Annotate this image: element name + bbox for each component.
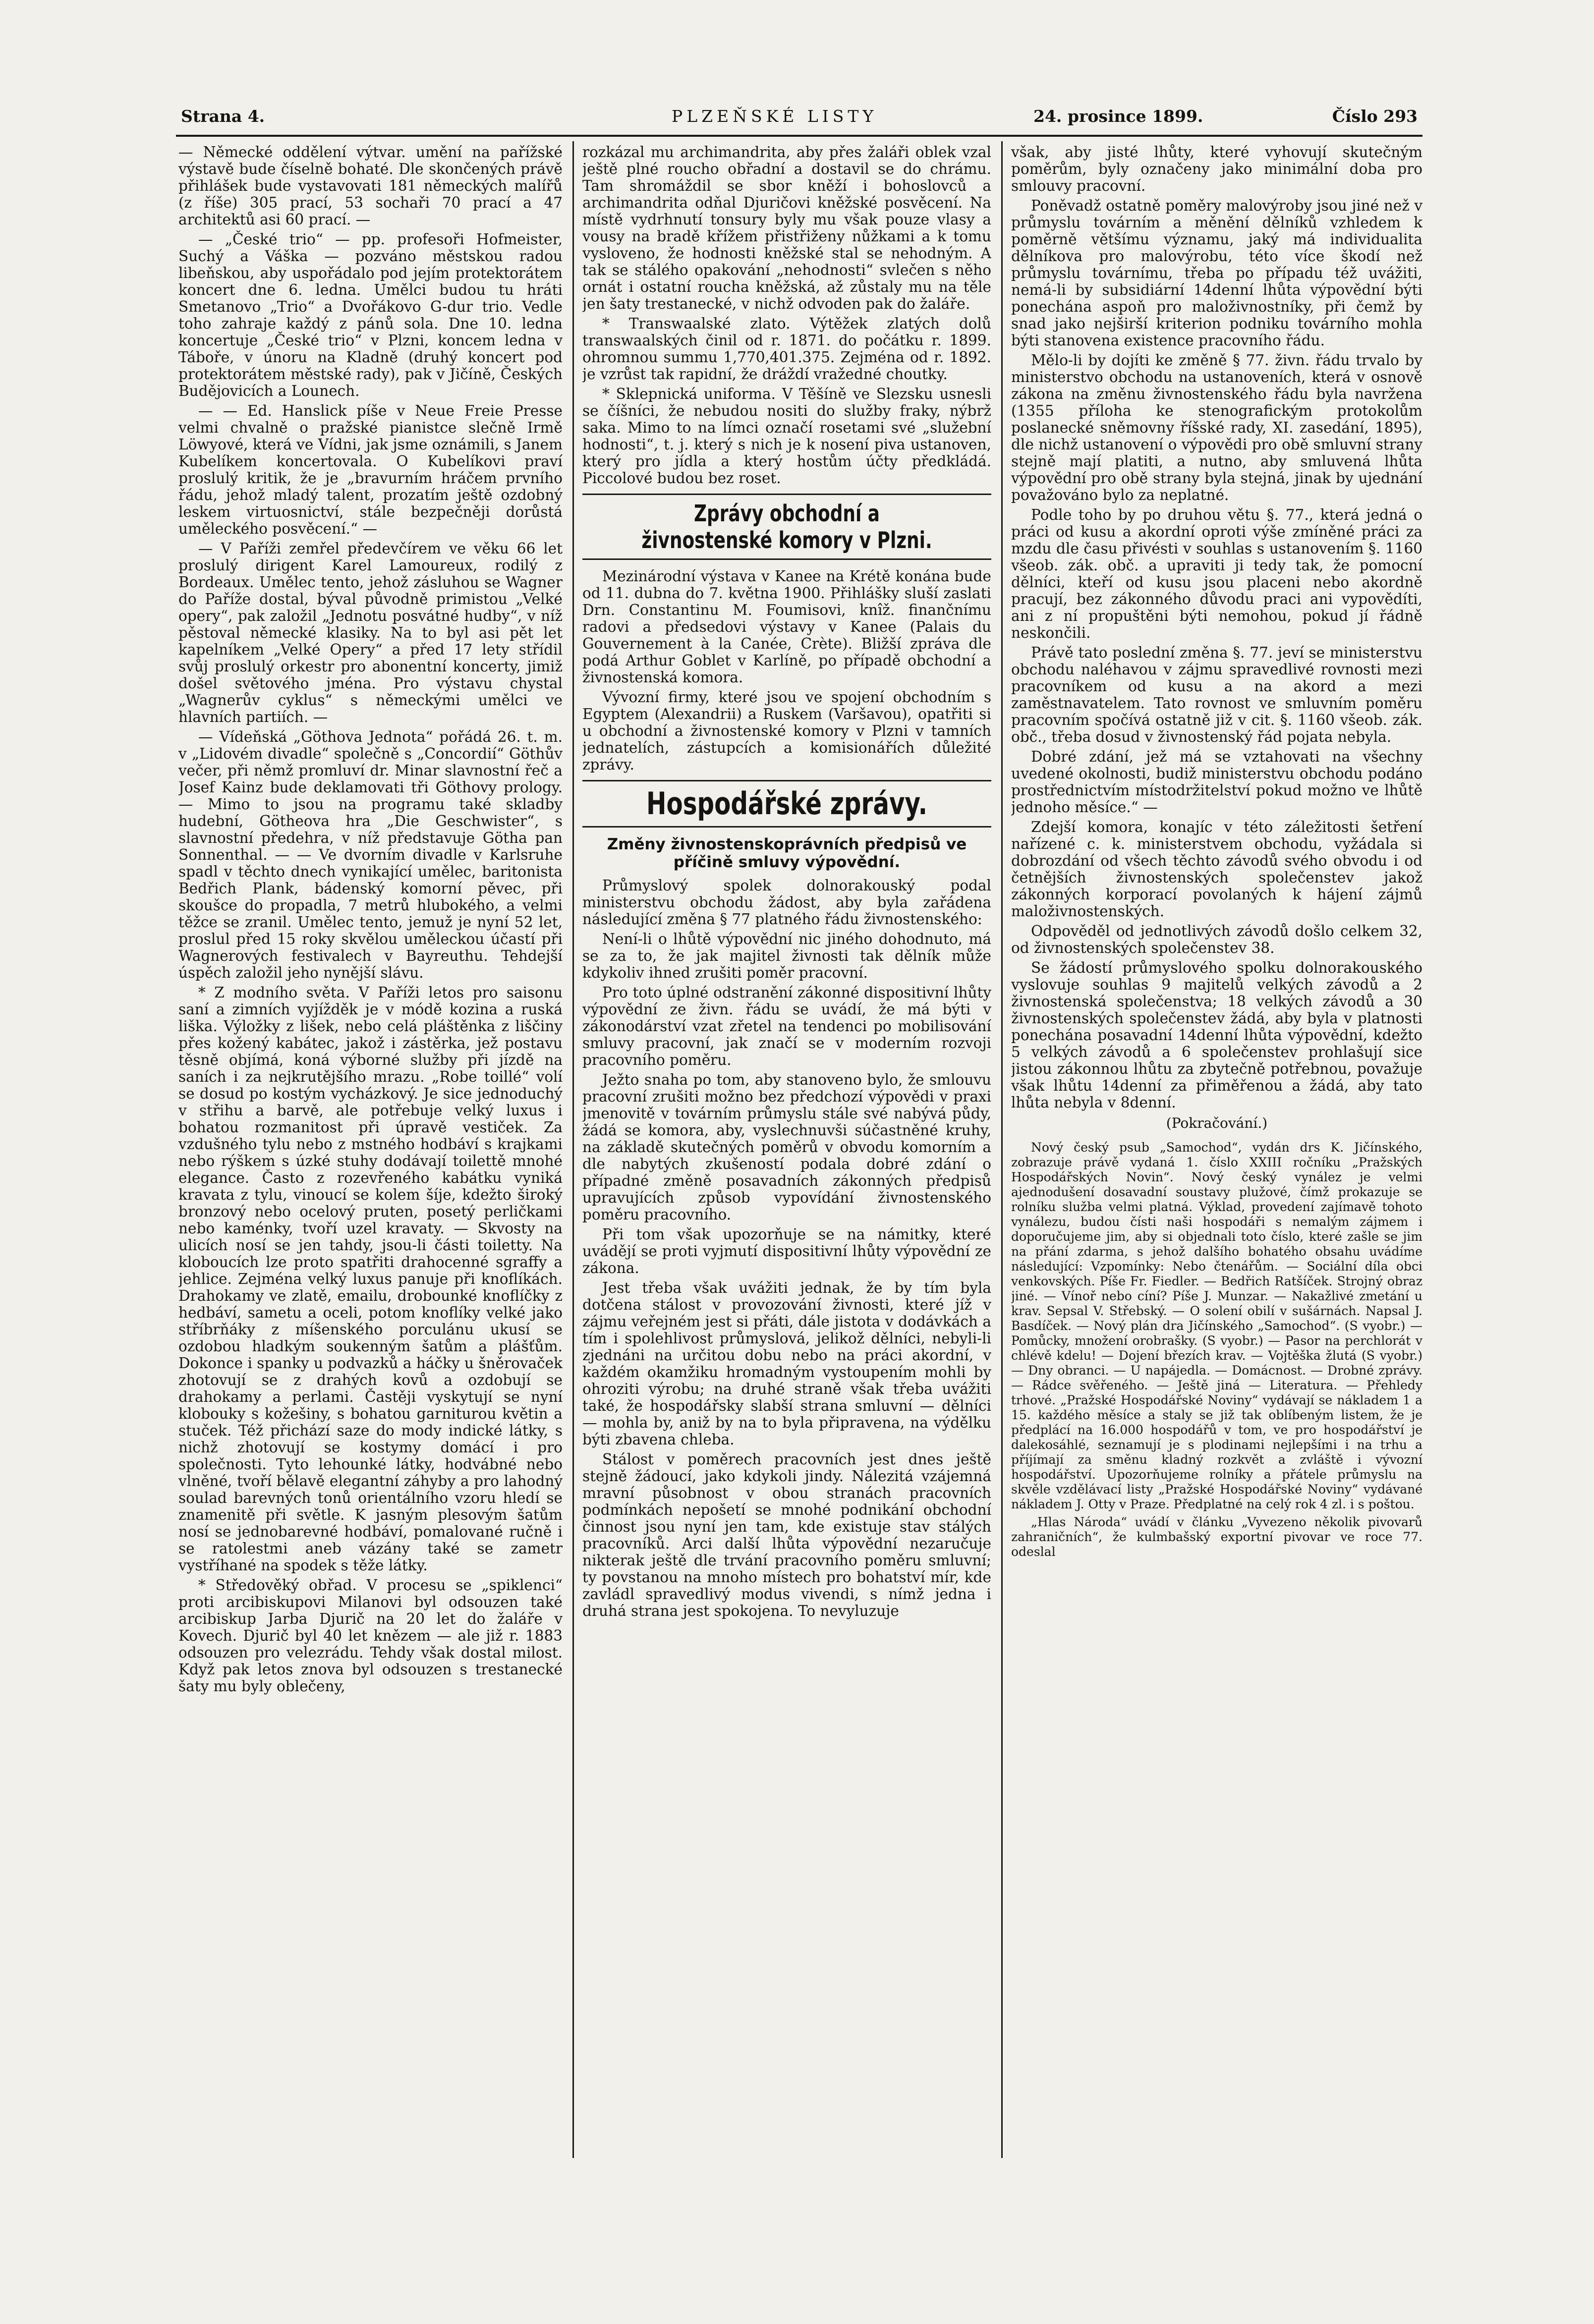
article-paragraph: — V Paříži zemřel předevčírem ve věku 66 let proslulý dirigent Karel Lamoureux, rodilý z Bordeaux. Umělec tento, jehož zásluhou se Wagner do Paříže dostal, býval původně primistou „Velké opery“, pak založil „Jednotu posvátné hudby“, v níž pěstoval německé klasiky. Na to byl asi pět let kapelníkem „Velké Opery“ a před 17 lety střídil svůj proslulý orkestr pro abonentní koncerty, jimiž došel světového jména. Pro výstavu chystal „Wagnerův cyklus“ s německými umělci ve hlavních partiích. —: [178, 540, 563, 725]
article-paragraph: Jest třeba však uvážiti jednak, že by tím byla dotčena stálost v provozování živnosti, které jíž v zájmu veřejném jest si přáti, dále jistota v dodávkách a tím i spolehlivost průmyslová, jelikož dělníci, nebyli-li zjednáni na určitou dobu nebo na práci akordní, v každém okamžiku hromadným vystoupením mohli by ohroziti výrobu; na druhé straně však třeba uvážiti také, že hospodářsky slabší strana smluvní — dělníci — mohla by, aniž by na to byla připravena, na výdělku býti zbavena chleba.: [582, 1279, 991, 1448]
issue-number: Číslo 293: [1332, 107, 1418, 126]
column-1: [178, 144, 563, 2156]
article-paragraph: Ježto snaha po tom, aby stanoveno bylo, že smlouvu pracovní zrušiti možno bez předchozí výpovědi v praxi jmenovitě v továrním průmyslu stále své nabývá půdy, žádá se komora, aby, vyslechnuvši súčastněné kruhy, na základě skutečných poměrů v obvodu komorním a dle nabytých zkušeností podala dobré zdání o případné změně posavadních zákonných předpisů upravujících způsob vypovídání živnostenského poměru pracovního.: [582, 1071, 991, 1223]
article-paragraph: Se žádostí průmyslového spolku dolnorakouského vyslovuje souhlas 9 majitelů velkých závodů a 2 živnostenská společenstva; 18 velkých závodů a 30 živnostenských společenstev žádá, aby byla v platnosti ponechána posavadní 14denní lhůta výpovědní, kdežto 5 velkých závodů a 6 společenstev prohlašují sice jistou zákonnou lhůtu za zbytečně potřebnou, považuje však lhůtu 14denní za přiměřenou a žádá, aby tato lhůta nebyla v 8denní.: [1011, 959, 1423, 1111]
article-paragraph: Stálost v poměrech pracovních jest dnes ještě stejně žádoucí, jako kdykoli jindy. Nálezitá vzájemná mravní působnost v obou stranách pracovních podmínkách nepošetí se mnohé podnikání obchodní činnost jsou nyní jen tam, kde existuje stav stálých pracovníků. Arci další lhůta výpovědní nezaručuje nikterak ještě dle trvání pracovního poměru smluvní; ty povstanou na mnoho místech pro bohatství mír, kde zavládl spravedlivý modus vivendi, s nímž jedna i druhá strana jest spokojena. To nevyluzuje: [582, 1451, 991, 1619]
article-paragraph: Zdejší komora, konajíc v této záležitosti šetření nařízené c. k. ministerstvem obchodu, vyžádala si dobrozdání od všech těchto závodů svého obvodu i od četnějších živnostenských společenstev jakož zákonných korporací povolaných k hájení zájmů maloživnostenských.: [1011, 819, 1423, 920]
column-3: [1011, 144, 1423, 2156]
article-paragraph: * Středověký obřad. V procesu se „spiklenci“ proti arcibiskupovi Milanovi byl odsouzen také arcibiskup Jarba Djurič na 20 let do žaláře v Kovech. Djurič byl 40 let knězem — ale již r. 1883 odsouzen pro velezrádu. Tehdy však dostal milost. Když pak letos znova byl odsouzen s trestanecké šaty mu byly oblečeny,: [178, 1577, 563, 1695]
article-paragraph: * Sklepnická uniforma. V Těšíně ve Slezsku usnesli se číšníci, že nebudou nositi do služby fraky, nýbrž saka. Mimo to na límci označí rosetami své „služební hodnosti“, t. j. který s nich je k nosení piva ustanoven, který pro jídla a který hostům účty předkládá. Piccolové budou bez roset.: [582, 386, 991, 487]
article-paragraph: — Německé oddělení výtvar. umění na pařížské výstavě bude číselně bohaté. Dle skončených právě přihlášek bude vystavovati 181 německých malířů (z říše) 305 prací, 53 sochaři 70 prací a 47 architektů asi 60 prací. —: [178, 144, 563, 228]
newspaper-title: PLZEŇSKÉ LISTY: [672, 107, 878, 126]
article-paragraph: Při tom však upozorňuje se na námitky, které uvádějí se proti vyjmutí dispositivní lhůty výpovědní ze zákona.: [582, 1226, 991, 1276]
article-paragraph: * Z modního světa. V Paříži letos pro saisonu saní a zimních vyjížděk je v módě kozina a ruská liška. Výložky z lišek, nebo celá pláštěnka z liščiny přes kožený kabátec, jakož i zástěrka, jež postavu těsně objímá, koná výborné služby při jízdě na saních i za nejkrutějšího mrazu. „Robe toillé“ volí se dosud po kostým vycházkový. Je sice jednoduchý v střihu a barvě, ale potřebuje velký luxus i bohatou rozmanitost při úpravě vestiček. Za vzdušného tylu nebo z mstného hodbáví s krajkami nebo rýškem s úzké stuhy dodávají toilettě mnohé elegance. Často z rozevřeného kabátku vyniká kravata z tylu, vinoucí se kolem šíje, kdežto široký bronzový nebo ocelový pruten, posetý perličkami nebo kaménky, tvoří uzel kravaty. — Skvosty na ulicích nosí se jen tahdy, jsou-li části toiletty. Na kloboucích lze proto spatřiti drahocenné sgraffy a jehlice. Zejména velký luxus panuje při knoflíkách. Drahokamy ve zlatě, emailu, drobounké knoflíčky z hedbáví, sametu a oceli, potom knoflíky velké jako stříbrňáky z míšenského porculánu ukusí se ozdobou hladkým soukenným šatům a plášťům. Dokonce i spanky u podvazků a háčky u šněrovaček zhotovují se z drahých kovů a ozdobují se drahokamy a perlami. Častěji vyskytují se nyní klobouky s kožešiny, s bohatou garniturou květin a stuček. Též přichází saze do mody indické látky, s nichž zhotovují se kostymy domácí i pro společnosti. Tyto lehounké látky, hodvábné nebo vlněné, tvoří bělavě elegantní záhyby a pro lahodný soulad barevných tonů orientálního vzoru hledí se znamenitě při světle. K jasným plesovým šatům nosí se jednobarevné hodbáví, pomalované ručně i se ratolestmi aneb vázány také se zametr vystříhané na spodek s těže látky.: [178, 984, 563, 1574]
article-paragraph: Odpověděl od jednotlivých závodů došlo celkem 32, od živnostenských společenstev 38.: [1011, 923, 1423, 956]
section-heading-box: [582, 494, 991, 560]
continuation-note: (Pokračování.): [1166, 1115, 1268, 1131]
page-header: [171, 102, 1423, 131]
article-paragraph: však, aby jisté lhůty, které vyhovují skutečným poměrům, byly označeny jako minimální doba pro smlouvy pracovní.: [1011, 144, 1423, 194]
issue-date: 24. prosince 1899.: [1033, 107, 1203, 126]
article-paragraph: Poněvadž ostatně poměry malovýroby jsou jiné než v průmyslu továrním a měnění dělníků vzhledem k poměrně většímu významu, jaký má individualita dělníkova pro malovýrobu, této více škodí než průmyslu továrnímu, třeba po případu též uvážiti, nemá-li by subsidiární 14denní lhůta výpovědní býti ponechána aspoň pro maloživnostníky, při čemž by snad jako nejširší kriterion podniku továrního mohla býti stanovena existence pracovního řádu.: [1011, 197, 1423, 349]
article-paragraph: Dobré zdání, jež má se vztahovati na všechny uvedené okolnosti, budiž ministerstvu obchodu podáno prostřednictvím místodržitelství pokud možno ve lhůtě jednoho měsíce.“ —: [1011, 748, 1423, 816]
article-paragraph: Průmyslový spolek dolnorakouský podal ministerstvu obchodu žádost, aby byla zařádena následující změna § 77 platného řádu živnostenského:: [582, 877, 991, 928]
article-paragraph: Pro toto úplné odstranění zákonné dispositivní lhůty výpovědní ze živn. řádu se uvádí, že má býti v zákonodárství vzat zřetel na tendenci po mobilisování smluvy pracovní, jak značí se v moderním rozvoji pracovního poměru.: [582, 984, 991, 1068]
article-paragraph: Nový český psub „Samochod“, vydán drs K. Jičínského, zobrazuje právě vydaná 1. číslo XXIII ročníku „Pražských Hospodářských Novin“. Nový český vynález je velmi ajednodušení dosavadní soustavy plužové, čímž prokazuje se rolníku služba velmi platná. Výklad, provedení zajímavě tohoto vynálezu, budou čísti naši hospodáři s nemalým zájmem i doporučujeme jim, aby si objednali toto číslo, které zašle se jim na přání zdarma, s jehož dalšího bohatého obsahu uvádíme následující: Vzpomínky: Nebo čtenářům. — Sociální díla obci venkovských. Píše Fr. Fiedler. — Bedřich Ratšíček. Strojný obraz jiné. — Vínoř nebo cíní? Píše J. Munzar. — Nakažlivé zmetání u krav. Sepsal V. Střebský. — O solení obilí v sušárnách. Napsal J. Basdíček. — Nový plán dra Jičínského „Samochod“. (S vyobr.) — Pomůcky, množení orobrašky. (S vyobr.) — Pasor na perchlorát v chlévě kdelu! — Dojení březích krav. — Vojtěška žlutá (S vyobr.) — Dny obranci. — U napájedla. — Domácnost. — Drobné zprávy. — Rádce svěřeného. — Ještě jiná — Literatura. — Přehledy trhové. „Pražské Hospodářské Noviny“ vydávají se nákladem 1 a 15. každého měsíce a staly se již tak oblíbeným listem, že je předplácí na 16.000 hospodářů v tom, ve pro hospodářství je dalekosáhlé, seznamují je s plodinami nejlepšími i na trhu a příjímají za směnu kladný rozkvět a zvláště i vývozní hospodářství. Upozorňujeme rolníky a přátele průmyslu na skvěle vzdělávací listy „Pražské Hospodářské Noviny“ vydávané nákladem J. Otty v Praze. Předplatné na celý rok 4 zl. i s poštou.: [1011, 1140, 1423, 1511]
article-paragraph: — „České trio“ — pp. profesoři Hofmeister, Suchý a Váška — pozváno městskou radou libeňskou, aby uspořádalo pod jejím protektorátem koncert dne 6. ledna. Umělci budou tu hráti Smetanovo „Trio“ a Dvořákovo G-dur trio. Vedle toho zahraje každý z pánů sola. Dne 10. ledna koncertuje „České trio“ v Plzni, koncem ledna v Táboře, v únoru na Kladně (druhý koncert pod protektorátem městské rady), pak v Jičíně, Českých Budějovicích a Lounech.: [178, 231, 563, 399]
small-print-section: [1011, 1140, 1423, 1559]
article-paragraph: * Transwaalské zlato. Výtěžek zlatých dolů transwaalských činil od r. 1871. do počátku r. 1899. ohromnou summu 1,770,401.375. Zejména od r. 1892. je vzrůst tak rapidní, že dráždí vražedné choutky.: [582, 315, 991, 383]
article-subtitle: Změny živnostenskoprávních předpisů ve příčině smluvy výpovědní.: [607, 835, 967, 871]
article-paragraph: „Hlas Národa“ uvádí v článku „Vyvezeno několik pivovarů zahraničních“, že kulmbašský exportní pivovar ve roce 77. odeslal: [1011, 1515, 1423, 1559]
section-title-commerce: Zprávy obchodní a živnostenské komory v Plzni.: [641, 500, 932, 553]
section-heading-box: [582, 780, 991, 828]
column-2: [582, 144, 991, 2156]
section-title-economy: Hospodářské zprávy.: [646, 785, 927, 822]
article-paragraph: Není-li o lhůtě výpovědní nic jiného dohodnuto, má se za to, že jak majitel živnosti tak dělník může kdykoliv ihned zrušiti poměr pracovní.: [582, 931, 991, 981]
article-paragraph: Právě tato poslední změna §. 77. jeví se ministerstvu obchodu naléhavou v zájmu spravedlivé rovnosti mezi pracovníkem od kusu a na akord a mezi zaměstnavatelem. Tato rovnost ve smluvním poměru pracovním spočívá ostatně již v cit. §. 1160 všeob. zák. obč., třeba dosud v živnostenský řád pojata nebyla.: [1011, 644, 1423, 745]
article-paragraph: rozkázal mu archimandrita, aby přes žaláři oblek vzal ještě plné roucho obřadní a dostavil se do chrámu. Tam shromáždil se sbor kněží i bohoslovců a archimandrita odňal Djuričovi kněžské posvěcení. Na místě vydrhnutí tonsury byly mu však pouze vlasy a vousy na bradě křížem přistřiženy nůžkami a k tomu vysloveno, že hodnosti kněžské stal se nehodným. A tak se stálého opakování „nehodnosti“ svlečen s něho ornát i ostatní roucha kněžská, až zůstaly mu na těle jen šaty trestanecké, v nichž odvoden pak do žaláře.: [582, 144, 991, 312]
article-paragraph: Mezinárodní výstava v Kanee na Krétě konána bude od 11. dubna do 7. května 1900. Přihlášky sluší zaslati Drn. Constantinu M. Foumisovi, knîž. finančnímu radovi a předsedovi výstavy v Kanee (Palais du Gouvernement à la Canée, Crète). Bližší zpráva dle podá Arthur Goblet v Karlíně, po případě obchodní a živnostenská komora.: [582, 568, 991, 686]
article-paragraph: — — Ed. Hanslick píše v Neue Freie Presse velmi chvalně o pražské pianistce slečně Irmě Löwyové, která ve Vídni, jak jsme oznámili, s Janem Kubelíkem koncertovala. O Kubelíkovi praví proslulý kritik, že je „bravurním hráčem prvního řádu, jehož mladý talent, prozatím ještě ozdobný leskem virtuosnictví, stále bezpečněji dorůstá uměleckého posvěcení.“ —: [178, 402, 563, 537]
article-paragraph: Vývozní firmy, které jsou ve spojení obchodním s Egyptem (Alexandrii) a Ruskem (Varšavou), opatřiti si u obchodní a živnostenské komory v Plzni v tamních jednatelích, zástupcích a komisionářích důležité zprávy.: [582, 689, 991, 773]
page-label: Strana 4.: [181, 107, 265, 126]
article-paragraph: Mělo-li by dojíti ke změně § 77. živn. řádu trvalo by ministerstvo obchodu na ustanoveních, která v osnově zákona na změnu živnostenského řádu byla navržena (1355 příloha ke stenografickým protokolům poslanecké sněmovny říšské rady, XI. zasedání, 1895), dle nichž ustanovení o výpovědi pro obě smluvní strany stejně mají platiti, a nutno, aby smluvená lhůta výpovědní pro obě strany byla stejná, jinak by ujednání považováno bylo za neplatné.: [1011, 352, 1423, 503]
column-divider-2: [1001, 141, 1003, 2158]
article-paragraph: — Vídeňská „Göthova Jednota“ pořádá 26. t. m. v „Lidovém divadle“ společně s „Concordií“ Göthův večer, při němž promluví dr. Minar slavnostní řeč a Josef Kainz bude deklamovati tři Göthovy prology. — Mimo to jsou na programu také skladby hudební, Götheova hra „Die Geschwister“, s slavnostní předehra, v níž představuje Götha pan Sonnenthal. — — Ve dvorním divadle v Karlsruhe spadl v těchto dnech vynikající umělec, baritonista Bedřich Plank, bádenský komorní pěvec, při skoušce do propadla, 7 metrů hlubokého, a velmi těžce se zranil. Umělec tento, jemuž je nyní 52 let, proslul před 15 roky skvělou uměleckou účastí při Wagnerových festivalech v Bayreuthu. Tehdejší úspěch založil jeho nynější slávu.: [178, 728, 563, 981]
column-divider-1: [572, 141, 574, 2158]
article-paragraph: Podle toho by po druhou větu §. 77., která jedná o práci od kusu a akordní oproti výše zmíněné práci za mzdu dle času přivésti v souhlas s ustanovením §. 1160 všeob. zák. obč. a upraviti ji tedy tak, že pomocní dělníci, kteří od kusu jsou placeni nebo akordně pracují, bez zákonného důvodu praci ani vypovědíti, ani z ní propuštěni býti nemohou, pokud jí řádně neskončili.: [1011, 506, 1423, 641]
header-rule: [176, 135, 1423, 137]
